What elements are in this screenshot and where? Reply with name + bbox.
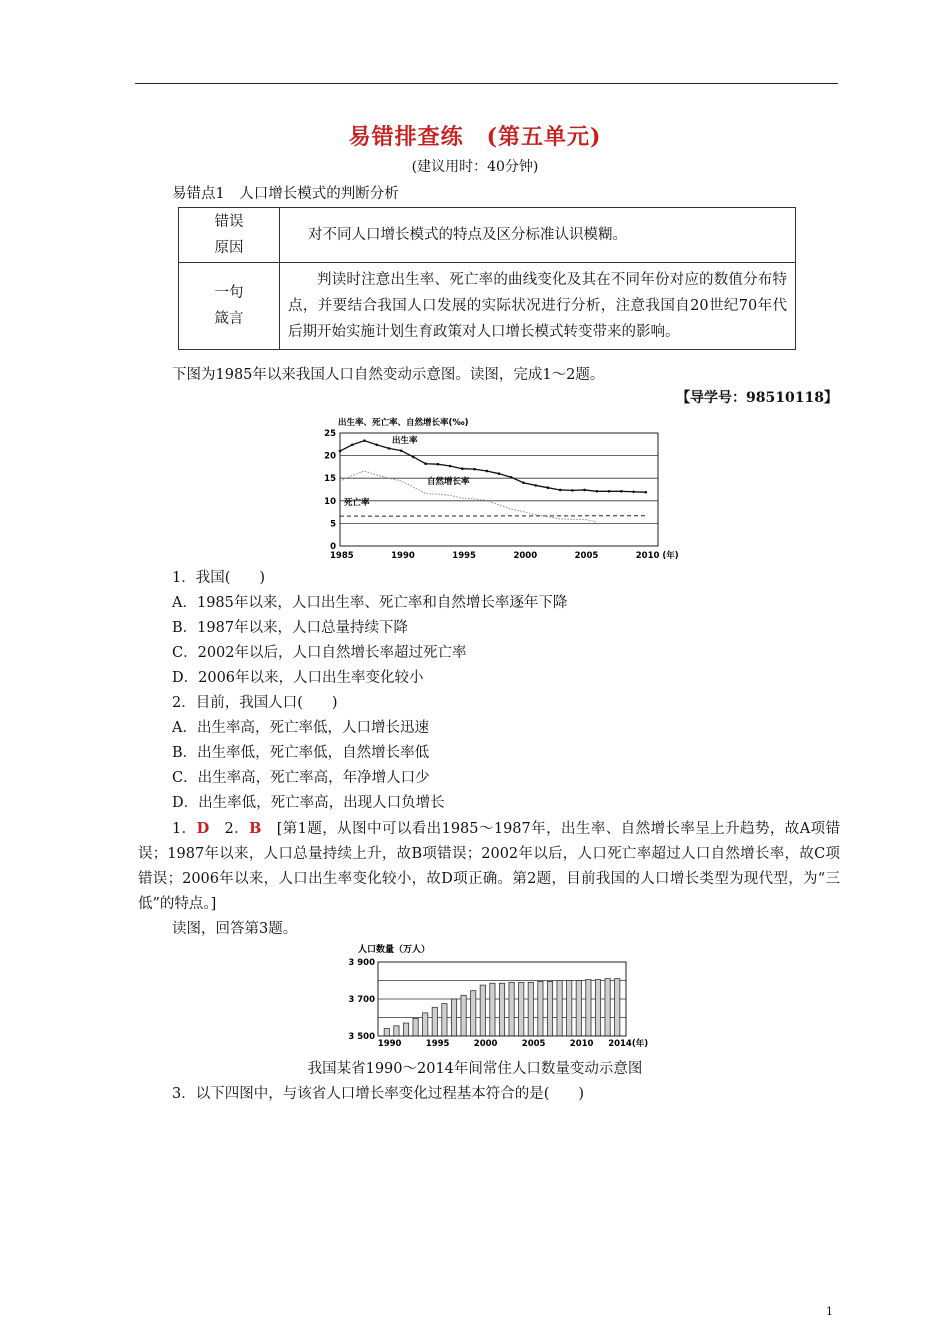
- data-point: [412, 456, 415, 459]
- data-point: [644, 491, 647, 494]
- bar: [538, 981, 543, 1036]
- bar: [615, 979, 620, 1036]
- bar: [451, 999, 456, 1036]
- table-header-line: 一句: [214, 285, 244, 301]
- y-tick-label: 5: [330, 519, 336, 530]
- table-header-motto: [179, 263, 280, 350]
- q2-stem: 2．目前，我国人口( ): [172, 695, 338, 711]
- chart-caption: 我国某省1990～2014年间常住人口数量变动示意图: [307, 1061, 643, 1077]
- data-point: [571, 489, 574, 492]
- intro-text: 下图为1985年以来我国人口自然变动示意图。读图，完成1～2题。: [172, 367, 605, 383]
- data-point: [437, 463, 440, 466]
- data-point: [596, 490, 599, 493]
- data-point: [375, 443, 378, 446]
- q1-option-d: D．2006年以来，人口出生率变化较小: [172, 670, 424, 686]
- answer-number-1: 1．: [172, 821, 197, 837]
- bar: [394, 1026, 399, 1036]
- bar: [605, 979, 610, 1036]
- y-tick-label: 15: [324, 474, 336, 485]
- x-tick-label: 1995: [452, 551, 476, 560]
- bar: [547, 981, 552, 1036]
- answer-number-2: 2．: [224, 821, 250, 837]
- x-tick-label: 2014(年): [608, 1039, 649, 1049]
- bar: [384, 1029, 389, 1036]
- bar: [586, 980, 591, 1036]
- q3-intro: 读图，回答第3题。: [172, 921, 298, 937]
- x-tick-label: 1990: [377, 1039, 402, 1049]
- section-heading: 易错点1 人口增长模式的判断分析: [172, 186, 399, 202]
- data-point: [498, 472, 501, 475]
- error-table: [178, 207, 796, 350]
- plot-frame: [340, 433, 658, 546]
- x-tick-label: 2005: [521, 1039, 546, 1049]
- answer-2: B: [249, 820, 262, 837]
- y-tick-label: 3 900: [348, 958, 375, 968]
- y-tick-label: 10: [324, 496, 336, 507]
- q1-option-c: C．2002年以后，人口自然增长率超过死亡率: [172, 645, 467, 661]
- data-point: [461, 467, 464, 470]
- page-subtitle: (建议用时：40分钟): [411, 159, 539, 175]
- bar: [432, 1007, 437, 1036]
- bar: [576, 981, 581, 1037]
- bar: [595, 980, 600, 1036]
- data-point: [351, 443, 354, 446]
- bar: [557, 981, 562, 1037]
- x-tick-label: 2000: [473, 1039, 498, 1049]
- table-cell-motto: 判读时注意出生率、死亡率的曲线变化及其在不同年份对应的数值分布特点，并要结合我国人口发展的实际状况进行分析，注意我国自20世纪70年代后期开始实施计划生育政策对人口增长模式转变带来的影响。: [280, 263, 796, 350]
- q1-stem: 1．我国( ): [172, 570, 266, 586]
- y-tick-label: 20: [324, 451, 336, 462]
- data-point: [388, 447, 391, 450]
- x-tick-label: 1990: [391, 551, 415, 560]
- data-point: [632, 490, 635, 493]
- q2-option-a: A．出生率高，死亡率低，人口增长迅速: [172, 720, 429, 736]
- bar: [509, 982, 514, 1036]
- answer-block: [138, 816, 840, 917]
- x-tick-label: 1995: [425, 1039, 450, 1049]
- data-point: [485, 470, 488, 473]
- q2-option-b: B．出生率低，死亡率低，自然增长率低: [172, 745, 430, 761]
- data-point: [559, 489, 562, 492]
- table-header-line: 错误: [214, 214, 244, 230]
- bar: [423, 1013, 428, 1036]
- x-tick-label: 2010: [569, 1039, 594, 1049]
- data-point: [620, 490, 623, 493]
- page-title: 易错排查练 (第五单元): [348, 124, 602, 150]
- data-point: [473, 468, 476, 471]
- data-point: [534, 484, 537, 487]
- q2-option-d: D．出生率低，死亡率高，出现人口负增长: [172, 795, 445, 811]
- table-header-line: 箴言: [214, 311, 244, 327]
- q1-option-b: B．1987年以来，人口总量持续下降: [172, 620, 409, 636]
- q2-option-c: C．出生率高，死亡率高，年净增人口少: [172, 770, 430, 786]
- chart-title: 人口数量（万人）: [358, 945, 431, 955]
- data-point: [400, 449, 403, 452]
- y-tick-label: 3 500: [348, 1032, 375, 1042]
- series-line: [340, 441, 646, 493]
- x-tick-label: 2005: [574, 551, 599, 560]
- label-death-rate: 死亡率: [344, 498, 370, 508]
- label-natural-growth: 自然增长率: [427, 477, 470, 487]
- data-point: [424, 462, 427, 465]
- data-point: [522, 481, 525, 484]
- x-tick-label: 2000: [513, 551, 538, 560]
- bar: [567, 981, 572, 1037]
- chart-title: 出生率、死亡率、自然增长率(‰): [338, 418, 469, 428]
- data-point: [449, 465, 452, 468]
- bar: [499, 983, 504, 1036]
- data-point: [583, 489, 586, 492]
- data-point: [510, 476, 513, 479]
- y-tick-label: 3 700: [348, 995, 375, 1005]
- page-number: 1: [826, 1305, 833, 1318]
- bar: [471, 991, 476, 1036]
- answer-explanation: [第1题，从图中可以看出1985～1987年，出生率、自然增长率呈上升趋势，故A项错误；1987年以来，人口总量持续上升，故B项错误；2002年以后，人口死亡率超过人口自然增长率，故C项错误；2006年以来，人口出生率变化较小，故D项正确。第2题，目前我国的人口增长类型为现代型，为“三低”的特点。]: [138, 821, 841, 912]
- bar: [490, 983, 495, 1036]
- bar: [403, 1023, 408, 1036]
- bar: [442, 1004, 447, 1036]
- table-header-cause: [179, 208, 280, 263]
- header-rule: [135, 83, 838, 84]
- answer-1: D: [196, 820, 210, 837]
- q1-option-a: A．1985年以来，人口出生率、死亡率和自然增长率逐年下降: [172, 595, 568, 611]
- x-tick-label: 2010 (年): [635, 551, 679, 560]
- population-count-chart: [348, 940, 668, 1058]
- data-point: [363, 439, 366, 442]
- y-tick-label: 0: [330, 542, 336, 552]
- data-point: [608, 490, 611, 493]
- guide-number: 【导学号：98510118】: [676, 390, 838, 406]
- bar: [519, 982, 524, 1036]
- data-point: [547, 486, 550, 489]
- y-tick-label: 25: [324, 429, 336, 439]
- data-point: [339, 450, 342, 453]
- q3-stem: 3．以下四图中，与该省人口增长率变化过程基本符合的是( ): [172, 1086, 585, 1102]
- table-header-line: 原因: [214, 240, 244, 256]
- table-cell-cause: 对不同人口增长模式的特点及区分标准认识模糊。: [280, 208, 796, 263]
- bar: [413, 1018, 418, 1036]
- x-tick-label: 1985: [330, 551, 354, 560]
- population-rate-chart: [318, 412, 688, 560]
- label-birth-rate: 出生率: [392, 436, 418, 446]
- bar: [480, 985, 485, 1036]
- bar: [461, 995, 466, 1036]
- bar: [528, 982, 533, 1036]
